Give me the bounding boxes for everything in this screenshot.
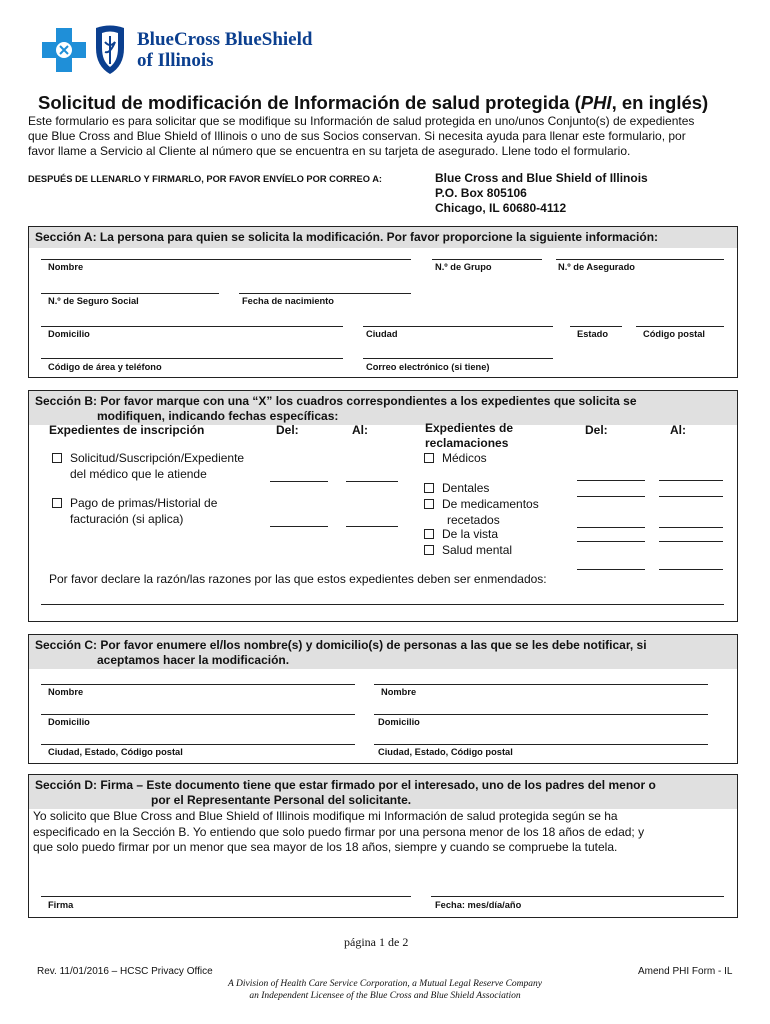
col-inscripcion: Expedientes de inscripción bbox=[49, 423, 205, 437]
recl-vista-al-line[interactable] bbox=[659, 541, 723, 542]
reason-prompt: Por favor declare la razón/las razones por las que estos expedientes deben ser enmendados: bbox=[49, 572, 547, 586]
mail-address-line: Chicago, IL 60680-4112 bbox=[435, 201, 567, 215]
section-d-body bbox=[33, 809, 644, 856]
section-d-body-line: especificado en la Sección B. Yo entiendo que solo puedo firmar por una persona menor de los 18 años de edad; y bbox=[33, 824, 645, 839]
recl-salud-mental-del-line[interactable] bbox=[577, 569, 645, 570]
asegurado-line[interactable] bbox=[556, 259, 724, 260]
intro-line: Este formulario es para solicitar que se modifique su Información de salud protegida en uno/unos Conjunto(s) de expedientes bbox=[28, 114, 695, 128]
insc-item-solicitud[interactable] bbox=[52, 451, 244, 482]
checkbox[interactable] bbox=[52, 453, 62, 463]
correo-line[interactable] bbox=[363, 358, 553, 359]
recl-item-medicamentos[interactable] bbox=[424, 497, 539, 528]
asegurado-label: N.º de Asegurado bbox=[558, 262, 635, 272]
recl-item-label: recetados bbox=[447, 512, 500, 527]
recl-medicos-del-line[interactable] bbox=[577, 480, 645, 481]
telefono-line[interactable] bbox=[41, 358, 343, 359]
insc-solicitud-del-line[interactable] bbox=[270, 481, 328, 482]
brand-name-line2: of Illinois bbox=[137, 50, 214, 71]
insc-solicitud-al-line[interactable] bbox=[346, 481, 398, 482]
col-reclamaciones bbox=[425, 421, 513, 451]
recl-medicos-al-line[interactable] bbox=[659, 480, 723, 481]
fecha-label: Fecha: mes/día/año bbox=[435, 900, 522, 910]
firma-line[interactable] bbox=[41, 896, 411, 897]
ciudad-label: Ciudad bbox=[366, 329, 398, 339]
ssn-label: N.º de Seguro Social bbox=[48, 296, 139, 306]
recl-vista-del-line[interactable] bbox=[577, 541, 645, 542]
mail-address-line: Blue Cross and Blue Shield of Illinois bbox=[435, 171, 648, 185]
recl-item-medicos[interactable] bbox=[424, 451, 487, 467]
c-domicilio-label: Domicilio bbox=[378, 717, 420, 727]
recl-salud-mental-al-line[interactable] bbox=[659, 569, 723, 570]
section-c-header-line1: Sección C: Por favor enumere el/los nombre(s) y domicilio(s) de personas a las que se les debe notificar, si bbox=[35, 638, 647, 652]
insc-item-label: Pago de primas/Historial de bbox=[70, 496, 218, 510]
c-domicilio-line-2[interactable] bbox=[374, 714, 708, 715]
recl-item-label: Dentales bbox=[442, 481, 490, 495]
brand-name-line1: BlueCross BlueShield bbox=[137, 29, 313, 50]
section-d-header bbox=[29, 775, 737, 809]
section-d-body-line: que solo puedo firmar por un menor que sea mayor de los 18 años, siempre y cuando se compruebe la tutela. bbox=[33, 840, 618, 854]
domicilio-label: Domicilio bbox=[48, 329, 90, 339]
footer-rev: Rev. 11/01/2016 – HCSC Privacy Office bbox=[37, 966, 213, 977]
col-al-2: Al: bbox=[670, 423, 686, 437]
checkbox[interactable] bbox=[52, 498, 62, 508]
title-prefix: Solicitud de modificación de Información de salud protegida ( bbox=[38, 92, 581, 113]
col-del-2: Del: bbox=[585, 423, 608, 437]
section-d-body-line: Yo solicito que Blue Cross and Blue Shield of Illinois modifique mi Información de salud protegida según se ha bbox=[33, 809, 618, 823]
section-a-header: Sección A: La persona para quien se solicita la modificación. Por favor proporcione la siguiente información: bbox=[29, 227, 737, 248]
fecha-line[interactable] bbox=[431, 896, 724, 897]
insc-item-pagos[interactable] bbox=[52, 496, 217, 527]
section-b-header bbox=[29, 391, 737, 425]
recl-item-dentales[interactable] bbox=[424, 481, 489, 497]
c-ciudad-line-1[interactable] bbox=[41, 744, 355, 745]
ciudad-line[interactable] bbox=[363, 326, 553, 327]
postal-line[interactable] bbox=[636, 326, 724, 327]
section-d-header-line2: por el Representante Personal del solicitante. bbox=[151, 793, 412, 807]
nombre-label: Nombre bbox=[48, 262, 84, 272]
intro-paragraph bbox=[28, 114, 694, 159]
mail-address-line: P.O. Box 805106 bbox=[435, 186, 527, 200]
section-c-header bbox=[29, 635, 737, 669]
checkbox[interactable] bbox=[424, 483, 434, 493]
grupo-label: N.º de Grupo bbox=[435, 262, 492, 272]
recl-dentales-al-line[interactable] bbox=[659, 496, 723, 497]
c-nombre-label: Nombre bbox=[381, 687, 417, 697]
c-domicilio-label: Domicilio bbox=[48, 717, 90, 727]
grupo-line[interactable] bbox=[432, 259, 542, 260]
c-ciudad-label: Ciudad, Estado, Código postal bbox=[48, 747, 183, 757]
recl-medicamentos-al-line[interactable] bbox=[659, 527, 723, 528]
title-italic: PHI bbox=[580, 92, 612, 113]
footer-division-line2: an Independent Licensee of the Blue Cross and Blue Shield Association bbox=[249, 991, 521, 1001]
correo-label: Correo electrónico (si tiene) bbox=[366, 362, 490, 372]
page-title bbox=[38, 92, 708, 114]
insc-pagos-al-line[interactable] bbox=[346, 526, 398, 527]
intro-line: favor llame a Servicio al Cliente al número que se encuentra en su tarjeta de asegurado. Llene todo el formulario. bbox=[28, 144, 631, 158]
checkbox[interactable] bbox=[424, 499, 434, 509]
estado-line[interactable] bbox=[570, 326, 622, 327]
telefono-label: Código de área y teléfono bbox=[48, 362, 162, 372]
checkbox[interactable] bbox=[424, 545, 434, 555]
checkbox[interactable] bbox=[424, 453, 434, 463]
insc-item-label: facturación (si aplica) bbox=[70, 511, 184, 526]
footer-form: Amend PHI Form - IL bbox=[638, 966, 733, 977]
recl-dentales-del-line[interactable] bbox=[577, 496, 645, 497]
recl-item-label: Médicos bbox=[442, 451, 487, 465]
recl-medicamentos-del-line[interactable] bbox=[577, 527, 645, 528]
estado-label: Estado bbox=[577, 329, 608, 339]
section-b-header-line1: Sección B: Por favor marque con una “X” los cuadros correspondientes a los expedientes que solicita se bbox=[35, 394, 637, 408]
domicilio-line[interactable] bbox=[41, 326, 343, 327]
footer-division-line1: A Division of Health Care Service Corporation, a Mutual Legal Reserve Company bbox=[228, 979, 542, 989]
insc-item-label: del médico que le atiende bbox=[70, 466, 207, 481]
ssn-line[interactable] bbox=[41, 293, 219, 294]
nombre-line[interactable] bbox=[41, 259, 411, 260]
blue-cross-logo-icon bbox=[40, 26, 88, 76]
intro-line: que Blue Cross and Blue Shield of Illinois o uno de sus Socios conservan. Si necesita ayuda para llenar este formulario, por bbox=[28, 129, 686, 143]
postal-label: Código postal bbox=[643, 329, 705, 339]
recl-item-label: De medicamentos bbox=[442, 497, 539, 511]
footer-division bbox=[0, 978, 770, 1002]
recl-item-label: Salud mental bbox=[442, 543, 513, 557]
page-number: página 1 de 2 bbox=[344, 935, 409, 949]
recl-item-label: De la vista bbox=[442, 527, 499, 541]
blue-cross-logo bbox=[40, 26, 88, 76]
col-reclamaciones-line1: Expedientes de bbox=[425, 421, 514, 435]
section-b-header-line2: modifiquen, indicando fechas específicas: bbox=[97, 409, 339, 423]
nacimiento-label: Fecha de nacimiento bbox=[242, 296, 334, 306]
c-ciudad-label: Ciudad, Estado, Código postal bbox=[378, 747, 513, 757]
section-d-header-line1: Sección D: Firma – Este documento tiene que estar firmado por el interesado, uno de los padres del menor o bbox=[35, 778, 656, 792]
mail-address bbox=[435, 171, 648, 216]
nacimiento-line[interactable] bbox=[239, 293, 411, 294]
blue-shield-logo-icon bbox=[93, 24, 127, 76]
c-ciudad-line-2[interactable] bbox=[374, 744, 708, 745]
blue-shield-logo bbox=[93, 24, 127, 76]
insc-item-label: Solicitud/Suscripción/Expediente bbox=[70, 451, 245, 465]
col-reclamaciones-line2: reclamaciones bbox=[425, 436, 509, 450]
col-del: Del: bbox=[276, 423, 299, 437]
checkbox[interactable] bbox=[424, 529, 434, 539]
col-al: Al: bbox=[352, 423, 368, 437]
reason-line[interactable] bbox=[41, 604, 724, 605]
c-nombre-label: Nombre bbox=[48, 687, 84, 697]
mail-instruction: DESPUÉS DE LLENARLO Y FIRMARLO, POR FAVOR ENVÍELO POR CORREO A: bbox=[28, 174, 383, 184]
c-domicilio-line-1[interactable] bbox=[41, 714, 355, 715]
c-nombre-line-2[interactable] bbox=[374, 684, 708, 685]
c-nombre-line-1[interactable] bbox=[41, 684, 355, 685]
firma-label: Firma bbox=[48, 900, 74, 910]
section-c-header-line2: aceptamos hacer la modificación. bbox=[97, 653, 290, 667]
recl-item-salud-mental[interactable] bbox=[424, 543, 512, 559]
insc-pagos-del-line[interactable] bbox=[270, 526, 328, 527]
recl-item-vista[interactable] bbox=[424, 527, 498, 543]
title-suffix: , en inglés) bbox=[611, 92, 709, 113]
